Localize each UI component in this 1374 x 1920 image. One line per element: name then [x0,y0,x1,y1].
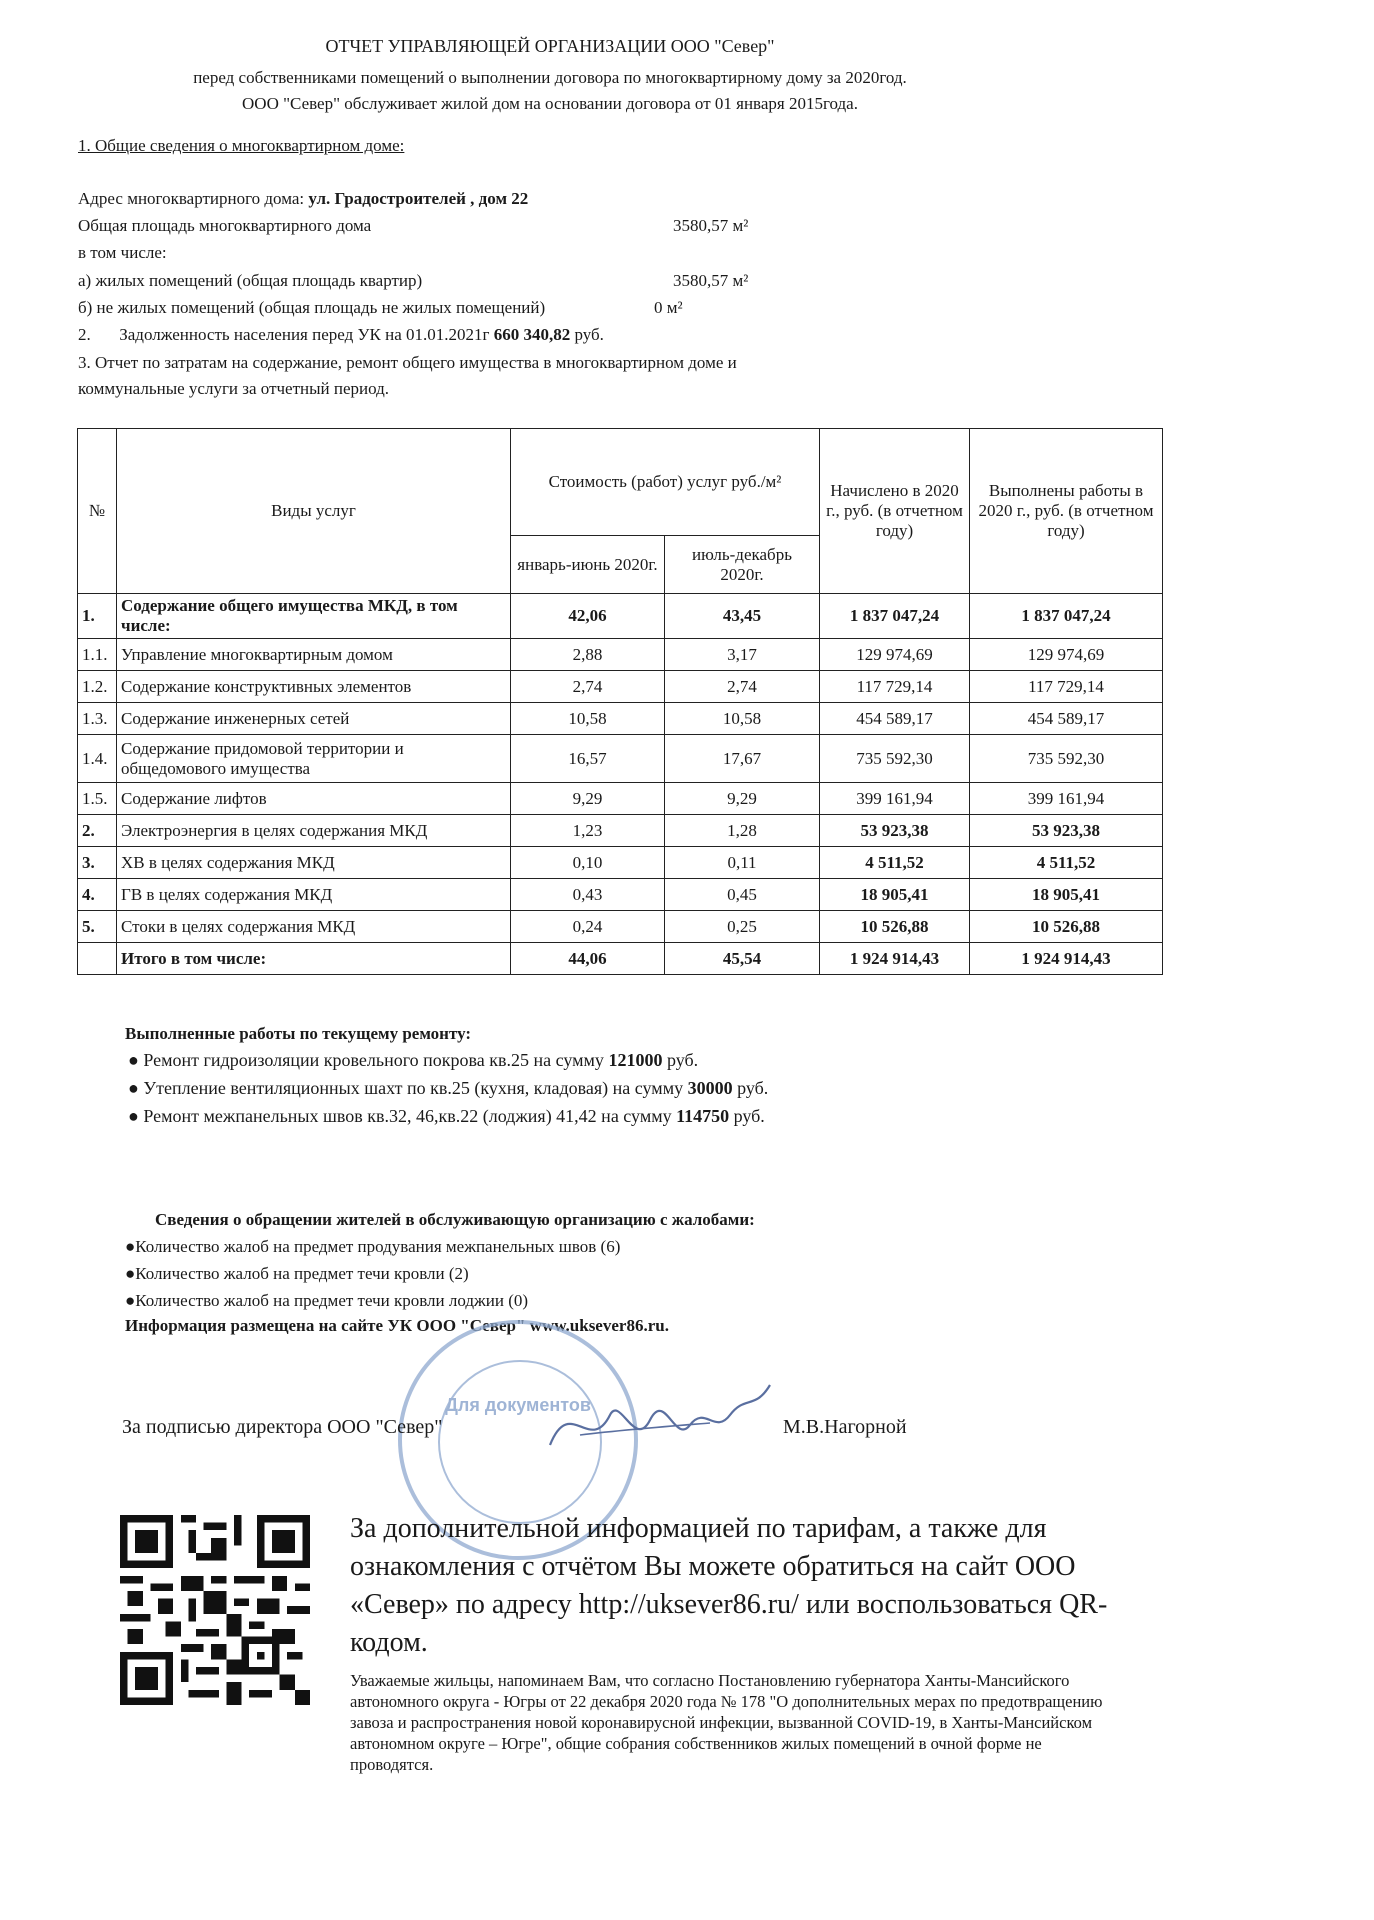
nonresidential-label: б) не жилых помещений (общая площадь не жилых помещений) [78,298,546,317]
info-site-line: Информация размещена на сайте УК ООО "Север" www.uksever86.ru. [125,1316,669,1335]
row-done: 735 592,30 [970,735,1163,783]
header-charged: Начислено в 2020 г., руб. (в отчетном году) [820,429,970,594]
contract-line: ООО "Север" обслуживает жилой дом на основании договора от 01 января 2015года. [242,94,858,113]
row-cost-h2: 0,25 [665,911,820,943]
row-service-name: Содержание конструктивных элементов [117,671,511,703]
row-cost-h1: 16,57 [511,735,665,783]
list-item: ● Ремонт гидроизоляции кровельного покрова кв.25 на сумму 121000 руб. [128,1050,699,1070]
row-cost-h2: 17,67 [665,735,820,783]
table-row [78,671,1163,703]
total-name: Итого в том числе: [117,943,511,975]
list-item: ● Утепление вентиляционных шахт по кв.25 (кухня, кладовая) на сумму 30000 руб. [128,1078,769,1098]
section1-heading: 1. Общие сведения о многоквартирном доме: [78,136,405,155]
address-label: Адрес многоквартирного дома: [78,189,305,208]
row-service-name: Электроэнергия в целях содержания МКД [117,815,511,847]
total-area-label: Общая площадь многоквартирного дома [78,216,372,235]
row-cost-h1: 2,74 [511,671,665,703]
row-cost-h2: 9,29 [665,783,820,815]
row-charged: 18 905,41 [820,879,970,911]
header-num: № [78,429,117,594]
row-charged: 53 923,38 [820,815,970,847]
row-done: 399 161,94 [970,783,1163,815]
total-h2: 45,54 [665,943,820,975]
address-row [78,189,528,209]
report-line-2: коммунальные услуги за отчетный период. [78,379,390,398]
table-row [78,911,1163,943]
row-charged: 4 511,52 [820,847,970,879]
row-service-name: Управление многоквартирным домом [117,639,511,671]
complaints-list [125,1233,620,1314]
director-name: М.В.Нагорной [783,1416,907,1438]
signature-label: За подписью директора ООО "Север" [122,1416,443,1438]
header-service: Виды услуг [117,429,511,594]
row-done: 117 729,14 [970,671,1163,703]
table-header-row [78,429,1163,536]
row-cost-h2: 43,45 [665,594,820,639]
header-half1: январь-июнь 2020г. [511,536,665,594]
row-cost-h1: 42,06 [511,594,665,639]
header-cost: Стоимость (работ) услуг руб./м² [511,429,820,536]
row-service-name: Содержание инженерных сетей [117,703,511,735]
row-num: 1.5. [78,783,117,815]
covid-notice: Уважаемые жильцы, напоминаем Вам, что согласно Постановлению губернатора Ханты-Мансийского автономного округа - Югры от 22 декабря 2020 года № 178 "О дополнительных мерах по предотвращению завоза и распространения новой коронавирусной инфекции, вызванной COVID-19, в Ханты-Мансийском автономном округе – Югре", общие собрания собственников жилых помещений в очной форме не проводятся. [350,1671,1103,1774]
complaints-heading: Сведения о обращении жителей в обслуживающую организацию с жалобами: [155,1210,755,1229]
total-h1: 44,06 [511,943,665,975]
row-cost-h1: 1,23 [511,815,665,847]
row-cost-h2: 1,28 [665,815,820,847]
additional-info-text: За дополнительной информацией по тарифам, а также для ознакомления с отчётом Вы можете обратиться на сайт ООО «Север» по адресу http://uksever86.ru/ или воспользоваться QR-кодом. [350,1513,1108,1658]
list-item: ●Количество жалоб на предмет продувания межпанельных швов (6) [125,1237,621,1256]
row-done: 53 923,38 [970,815,1163,847]
total-row [78,943,1163,975]
report-title: ОТЧЕТ УПРАВЛЯЮЩЕЙ ОРГАНИЗАЦИИ ООО "Север" [325,36,775,56]
table-row [78,735,1163,783]
row-num: 1.4. [78,735,117,783]
including-label: в том числе: [78,243,167,262]
row-num: 1.3. [78,703,117,735]
row-charged: 454 589,17 [820,703,970,735]
row-done: 18 905,41 [970,879,1163,911]
seal-text: Для документов [445,1395,591,1415]
table-row [78,783,1163,815]
row-num: 1. [78,594,117,639]
services-table [77,428,1163,975]
debt-label: Задолженность населения перед УК на 01.01.2021г [119,325,490,344]
row-done: 129 974,69 [970,639,1163,671]
total-done: 1 924 914,43 [970,943,1163,975]
row-service-name: Стоки в целях содержания МКД [117,911,511,943]
table-row [78,815,1163,847]
repairs-heading: Выполненные работы по текущему ремонту: [125,1024,472,1043]
row-done: 4 511,52 [970,847,1163,879]
total-charged: 1 924 914,43 [820,943,970,975]
row-cost-h1: 0,10 [511,847,665,879]
row-service-name: ХВ в целях содержания МКД [117,847,511,879]
report-subtitle: перед собственниками помещений о выполнении договора по многоквартирному дому за 2020год. [193,68,907,87]
row-done: 1 837 047,24 [970,594,1163,639]
row-cost-h1: 2,88 [511,639,665,671]
row-charged: 117 729,14 [820,671,970,703]
header-half2: июль-декабрь 2020г. [665,536,820,594]
row-done: 10 526,88 [970,911,1163,943]
row-cost-h1: 0,24 [511,911,665,943]
row-charged: 10 526,88 [820,911,970,943]
row-charged: 735 592,30 [820,735,970,783]
row-service-name: Содержание лифтов [117,783,511,815]
row-charged: 1 837 047,24 [820,594,970,639]
list-item: ●Количество жалоб на предмет течи кровли лоджии (0) [125,1291,529,1310]
row-cost-h2: 10,58 [665,703,820,735]
row-service-name: Содержание общего имущества МКД, в том числе: [117,594,511,639]
residential-value: 3580,57 м² [673,271,749,290]
row-num: 5. [78,911,117,943]
debt-row [78,325,604,345]
residential-label: а) жилых помещений (общая площадь квартир) [78,271,423,290]
report-line-1: 3. Отчет по затратам на содержание, ремонт общего имущества в многоквартирном доме и [78,353,737,372]
row-cost-h1: 0,43 [511,879,665,911]
row-num: 2. [78,815,117,847]
row-service-name: ГВ в целях содержания МКД [117,879,511,911]
qr-code [120,1515,310,1705]
total-area-value: 3580,57 м² [673,216,749,235]
debt-value: 660 340,82 [493,325,571,344]
table-row [78,594,1163,639]
table-row [78,703,1163,735]
row-num: 3. [78,847,117,879]
row-service-name: Содержание придомовой территории и общедомового имущества [117,735,511,783]
list-item: ●Количество жалоб на предмет течи кровли (2) [125,1264,469,1283]
row-cost-h2: 0,45 [665,879,820,911]
row-num: 1.2. [78,671,117,703]
row-charged: 399 161,94 [820,783,970,815]
row-done: 454 589,17 [970,703,1163,735]
row-cost-h1: 10,58 [511,703,665,735]
row-num: 1.1. [78,639,117,671]
table-row [78,639,1163,671]
table-row [78,847,1163,879]
table-row [78,879,1163,911]
row-cost-h2: 0,11 [665,847,820,879]
debt-number: 2. [78,325,91,344]
row-cost-h2: 2,74 [665,671,820,703]
row-charged: 129 974,69 [820,639,970,671]
address-value: ул. Градостроителей , дом 22 [308,189,529,208]
signature-scribble [540,1375,780,1465]
repairs-list [128,1046,768,1130]
nonresidential-value: 0 м² [654,298,683,317]
row-num: 4. [78,879,117,911]
header-done: Выполнены работы в 2020 г., руб. (в отчетном году) [970,429,1163,594]
row-cost-h1: 9,29 [511,783,665,815]
row-cost-h2: 3,17 [665,639,820,671]
list-item: ● Ремонт межпанельных швов кв.32, 46,кв.22 (лоджия) 41,42 на сумму 114750 руб. [128,1106,765,1126]
total-num [78,943,117,975]
debt-unit: руб. [574,325,604,344]
